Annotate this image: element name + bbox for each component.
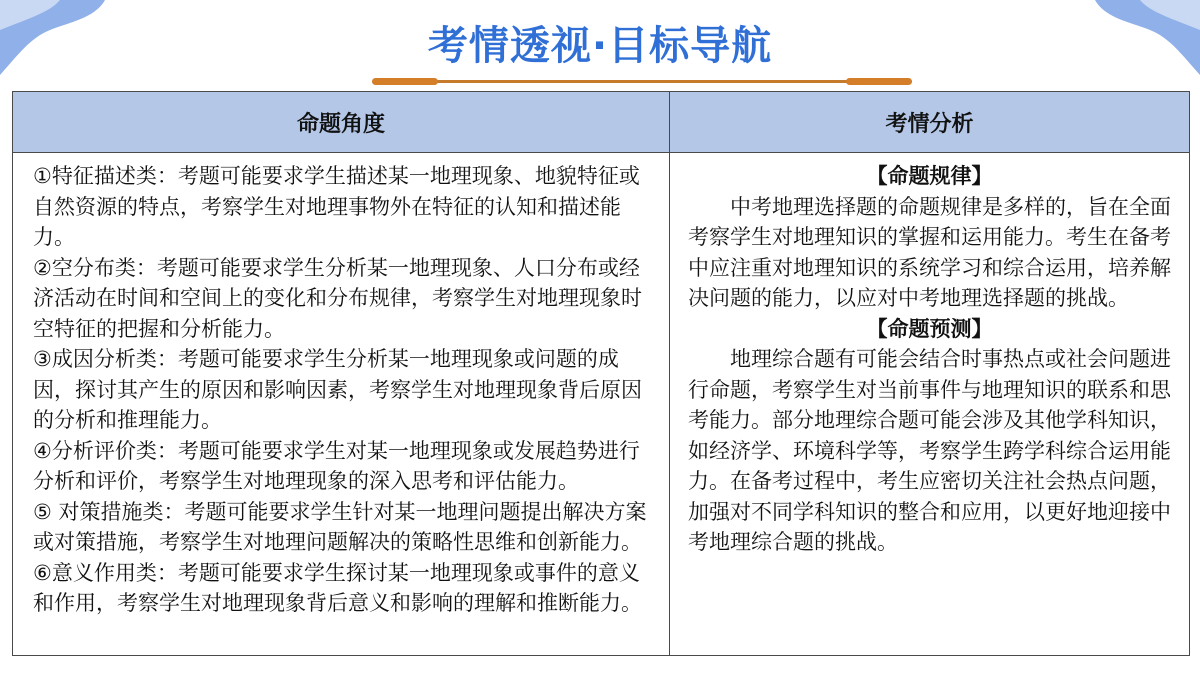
table-body-row [13,153,1190,656]
page-title: 考情透视·目标导航 [427,23,773,69]
question-angle-cell [13,153,670,656]
angle-item-6: ⑥意义作用类：考题可能要求学生探讨某一地理现象或事件的意义和作用，考察学生对地理现象背后意义和影响的理解和推断能力。 [33,560,642,615]
section-text-pattern: 中考地理选择题的命题规律是多样的，旨在全面考察学生对地理知识的掌握和运用能力。考生在备考中应注重对地理知识的系统学习和综合运用，培养解决问题的能力，以应对中考地理选择题的挑战。 [688,194,1171,310]
angle-item-2: ②空分布类：考题可能要求学生分析某一地理现象、人口分布或经济活动在时间和空间上的变化和分布规律，考察学生对地理现象时空特征的把握和分析能力。 [33,255,642,341]
section-title-pattern: 【命题规律】 [866,164,993,188]
header-exam-analysis: 考情分析 [670,92,1190,153]
header-question-angle: 命题角度 [13,92,670,153]
angle-item-4: ④分析评价类：考题可能要求学生对某一地理现象或发展趋势进行分析和评价，考察学生对地理现象的深入思考和评估能力。 [33,438,640,493]
angle-item-3: ③成因分析类：考题可能要求学生分析某一地理现象或问题的成因，探讨其产生的原因和影响因素，考察学生对地理现象背后原因的分析和推理能力。 [33,347,642,432]
exam-analysis-cell [670,153,1190,656]
exam-analysis-table [12,91,1190,656]
angle-item-5: ⑤ 对策措施类：考题可能要求学生针对某一地理问题提出解决方案或对策措施，考察学生对地理问题解决的策略性思维和创新能力。 [33,499,647,554]
section-text-prediction: 地理综合题有可能会结合时事热点或社会问题进行命题，考察学生对当前事件与地理知识的联系和思考能力。部分地理综合题可能会涉及其他学科知识，如经济学、环境科学等，考察学生跨学科综合运用能力。在备考过程中，考生应密切关注社会热点问题，加强对不同学科知识的整合和应用，以更好地迎接中考地理综合题的挑战。 [688,347,1171,554]
angle-item-1: ①特征描述类：考题可能要求学生描述某一地理现象、地貌特征或自然资源的特点，考察学生对地理事物外在特征的认知和描述能力。 [33,164,640,249]
table-header-row [13,92,1190,153]
title-underline [372,80,912,83]
section-title-prediction: 【命题预测】 [866,316,993,341]
